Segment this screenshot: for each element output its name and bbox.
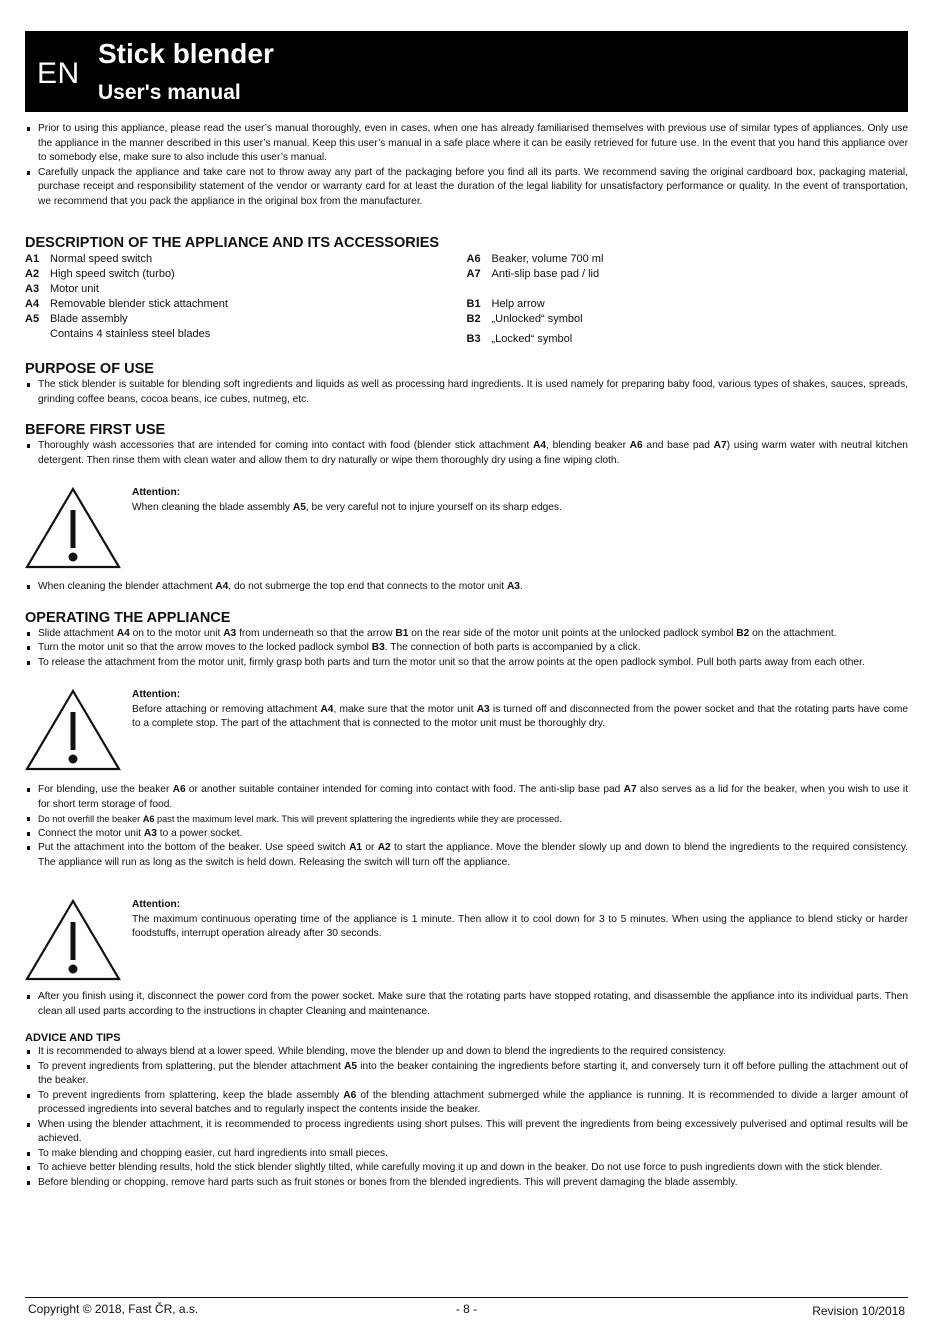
part-item: A2 High speed switch (turbo) [25, 268, 175, 280]
language-code: EN [37, 57, 80, 90]
list-item: For blending, use the beaker A6 or another suitable container intended for coming into contact with food. The anti-slip base pad A7 also serves as a lid for the beaker, when you wish to use it for short term storage of food. [25, 783, 908, 812]
parts-list-right [467, 252, 909, 347]
list-item: Thoroughly wash accessories that are intended for coming into contact with food (blender stick attachment A4, blending beaker A6 and base pad A7) using warm water with neutral kitchen detergent. Then rinse them with clean water and allow them to dry naturally or wipe them thoroughly dry using a fine wiping cloth. [25, 439, 908, 468]
list-item: To prevent ingredients from splattering, put the blender attachment A5 into the beaker containing the ingredients before starting it, and conversely turn it off before pulling the attachment out of the beaker. [25, 1060, 908, 1089]
list-item: Prior to using this appliance, please read the user’s manual thoroughly, even in cases, when one has already familiarised themselves with previous use of similar types of appliances. Only use the appliance in the manner described in this user’s manual. Keep this user’s manual in a safe place where it can be easily retrieved for future use. In the event that you hand this appliance over to somebody else, make sure to also include this user’s manual. [25, 122, 908, 166]
list-item: When cleaning the blender attachment A4, do not submerge the top end that connects to the motor unit A3. [25, 580, 908, 595]
attention-title: Attention: [132, 487, 181, 498]
purpose-section [25, 361, 908, 407]
section-heading: ADVICE AND TIPS [25, 1032, 121, 1044]
warning-triangle-icon [25, 688, 121, 772]
document-title: Stick blender [98, 38, 274, 69]
attention-text: When cleaning the blade assembly A5, be very careful not to injure yourself on its sharp edges. [132, 501, 562, 513]
part-item: B2 „Unlocked“ symbol [466, 313, 583, 325]
attention-title: Attention: [132, 689, 181, 700]
part-item: Contains 4 stainless steel blades [50, 328, 211, 340]
list-item: To achieve better blending results, hold the stick blender slightly tilted, while carefully moving it up and down in the beaker. Do not use force to push ingredients down with the stick blender. [25, 1161, 908, 1176]
part-item: A7 Anti-slip base pad / lid [466, 268, 600, 280]
document-body [25, 122, 908, 1190]
revision-text: Revision 10/2018 [812, 1304, 905, 1318]
list-item: Connect the motor unit A3 to a power socket. [25, 827, 908, 842]
part-item: B1 Help arrow [466, 298, 545, 310]
description-section [25, 235, 908, 347]
list-item: After you finish using it, disconnect the power cord from the power socket. Make sure that the rotating parts have stopped rotating, and disassemble the appliance into its individual parts. Then clean all used parts according to the instructions in chapter Cleaning and maintenance. [25, 990, 908, 1019]
list-item: Turn the motor unit so that the arrow moves to the locked padlock symbol B3. The connection of both parts is accompanied by a click. [25, 641, 908, 656]
list-item: To release the attachment from the motor unit, firmly grasp both parts and turn the motor unit so that the arrow points at the open padlock symbol. Pull both parts away from each other. [25, 656, 908, 671]
part-item: A4 Removable blender stick attachment [25, 298, 228, 310]
attention-text: Before attaching or removing attachment A4, make sure that the motor unit A3 is turned off and disconnected from the power socket and that the rotating parts have come to a complete stop. The part of the attachment that is connected to the motor unit must be thoroughly dry. [132, 703, 909, 729]
parts-list [25, 252, 908, 347]
part-item: A5 Blade assembly [25, 313, 128, 325]
advice-section [25, 1031, 908, 1190]
list-item: Do not overfill the beaker A6 past the maximum level mark. This will prevent splattering the ingredients while they are processed. [25, 812, 908, 827]
part-item: B3 „Locked“ symbol [466, 333, 573, 345]
warning-triangle-icon [25, 898, 121, 982]
copyright-text: Copyright © 2018, Fast ČR, a.s. [28, 1302, 199, 1316]
page-number: - 8 - [455, 1302, 478, 1316]
part-item: A6 Beaker, volume 700 ml [466, 253, 604, 265]
part-item: A1 Normal speed switch [25, 253, 153, 265]
list-item: Put the attachment into the bottom of the beaker. Use speed switch A1 or A2 to start the appliance. Move the blender slowly up and down to blend the ingredients to the required consistency. The appliance will run as long as the switch is held down. Releasing the switch will turn off the appliance. [25, 841, 908, 870]
list-item: It is recommended to always blend at a lower speed. While blending, move the blender up and down to blend the ingredients to the required consistency. [25, 1045, 908, 1060]
list-item: To make blending and chopping easier, cut hard ingredients into small pieces. [25, 1147, 908, 1162]
part-item: A3 Motor unit [25, 283, 99, 295]
attention-text: The maximum continuous operating time of the appliance is 1 minute. Then allow it to cool down for 3 to 5 minutes. When using the appliance to blend sticky or harder foodstuffs, interrupt operation already after 30 seconds. [132, 913, 908, 939]
page-header [25, 31, 908, 112]
intro-list [25, 122, 908, 209]
document-subtitle: User's manual [98, 81, 241, 104]
section-heading: PURPOSE OF USE [25, 361, 154, 377]
attention-title: Attention: [132, 899, 181, 910]
list-item: Carefully unpack the appliance and take care not to throw away any part of the packaging before you find all its parts. We recommend saving the original cardboard box, packaging material, purchase receipt and responsibility statement of the vendor or warranty card for at least the duration of the legal liability for unsatisfactory performance or quality. In the event of transportation, we recommend that you pack the appliance in the original box from the manufacturer. [25, 166, 908, 210]
list-item: Slide attachment A4 on to the motor unit A3 from underneath so that the arrow B1 on the rear side of the motor unit points at the unlocked padlock symbol B2 on the attachment. [25, 627, 908, 642]
parts-list-left [25, 252, 467, 347]
attention-box [25, 898, 908, 990]
attention-box [25, 688, 908, 783]
list-item: When using the blender attachment, it is recommended to process ingredients using short pulses. This will prevent the ingredients from being excessively pulverised and optimal results will be achieved. [25, 1118, 908, 1147]
attention-box [25, 486, 908, 580]
before-first-use-section [25, 422, 908, 595]
section-heading: OPERATING THE APPLIANCE [25, 609, 231, 626]
operating-section [25, 610, 908, 1020]
list-item: The stick blender is suitable for blending soft ingredients and liquids as well as processing hard ingredients. It is used namely for preparing baby food, various types of shakes, sauces, spreads, grinding coffee beans, cocoa beans, ice cubes, nutmeg, etc. [25, 378, 908, 407]
page-footer [25, 1297, 908, 1318]
warning-triangle-icon [25, 486, 121, 570]
list-item: To prevent ingredients from splattering, keep the blade assembly A6 of the blending attachment submerged while the appliance is running. It is recommended to divide a larger amount of processed ingredients into several batches and to regularly inspect the contents inside the beaker. [25, 1089, 908, 1118]
section-heading: DESCRIPTION OF THE APPLIANCE AND ITS ACCESSORIES [25, 235, 440, 251]
list-item: Before blending or chopping, remove hard parts such as fruit stones or bones from the blended ingredients. This will prevent damaging the blade assembly. [25, 1176, 908, 1191]
section-heading: BEFORE FIRST USE [25, 422, 166, 438]
